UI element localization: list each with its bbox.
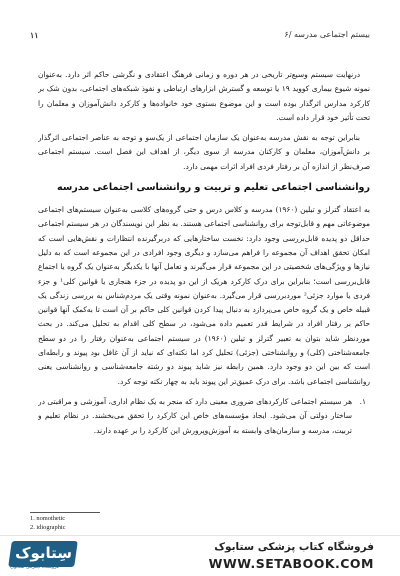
- footnote-1: 1. nomothetic: [30, 515, 66, 522]
- list-number: ۱.: [359, 396, 366, 406]
- list-item: [38, 395, 370, 438]
- setabook-logo[interactable]: [10, 541, 115, 571]
- logo-wordmark: سِتابوک: [15, 544, 72, 562]
- footnotes: [30, 515, 230, 532]
- page-body: [38, 68, 370, 508]
- footnote-2: 2. idiographic: [30, 523, 66, 531]
- page-number: ۱۱: [30, 30, 39, 40]
- running-title: ۶/ بیستم اجتماعی مدرسه: [284, 30, 370, 39]
- footer-store-title: فروشگاه کتاب پزشکی ستابوک: [214, 541, 374, 553]
- logo-subtitle: فروشگاه اینترنتی ستابوک: [10, 565, 59, 570]
- body-paragraph: بنابراین توجه به نقش مدرسه به‌عنوان یک سازمان اجتماعی از یک‌سو و توجه به عناصر اجتماعی اثرگذار بر دانش‌آموزان، معلمان و کارکنان مدرسه از سوی دیگر، از اهداف این فصل است. سیستم اجتماعی صرف‌نظر از اندازه آن بر رفتار فردی افراد اثرات مهمی دارد.: [38, 133, 370, 171]
- footnote-divider: [30, 512, 100, 513]
- body-paragraph: درنهایت سیستم وسیع‌تر تاریخی در هر دوره و زمانی فرهنگ اعتقادی و نگرشی حاکم اثر دارد. به‌عنوان نمونه شیوع بیماری کووید ۱۹ یا توسعه و گسترش ابزارهای ارتباطی و نفوذ شبکه‌های اجتماعی، بدون شک بر کارکرد مدارس اثرگذار بوده است و این موضوع بستوی خود خانواده‌ها و کارکرد دانش‌آموزان و معلمان را تحت تأثیر خود قرار داده است.: [38, 70, 370, 122]
- list-text: هر سیستم اجتماعی کارکردهای ضروری معینی دارد که منجر به یک نظام اداری، آموزشی و مراقبتی در ساختار دولتی آن می‌شود. ایجاد مؤسسه‌های خاص این کارکرد را تحقق می‌بخشند. در نظام تعلیم و تربیت، مدرسه و سازمان‌های وابسته به آموزش‌وپرورش این کارکرد را بر عهده دارند.: [38, 396, 352, 435]
- section-heading: روانشناسی اجتماعی تعلیم و تربیت و روانشناسی اجتماعی مدرسه: [57, 182, 370, 194]
- footer-website-link[interactable]: WWW.SETABOOK.COM: [208, 556, 374, 571]
- publisher-footer: [0, 535, 400, 576]
- section-paragraph: به اعتقاد گترلز و تیلین (۱۹۶۰) مدرسه و کلاس درس و حتی گروه‌های کلاسی به‌عنوان سیستم‌های اجتماعی موضوعاتی مهم و قابل‌توجه برای روانشناسی اجتماعی هستند. به نظر این نویسندگان در هر سیستم اجتماعی حداقل دو پدیده قابل‌بررسی وجود دارد: نخست ساختارهایی که دربرگیرنده انتظارات و نقش‌هایی است که امکان تحقق اهداف آن مجموعه را فراهم می‌سازد و دیگری وجود افرادی در این مجموعه است که به دلیل نیازها و ویژگی‌های شخصیتی در این مجموعه قرار می‌گیرند و تعامل آنها با یکدیگر به‌عنوان یک گروه یا اجتماع قابل‌بررسی است؛ بنابراین برای درک کارکرد هریک از این دو پدیده در جزء هنجاری یا قوانین کلی¹ و جزء فردی یا موارد جزئی² موردبررسی قرار می‌گیرد. به‌عنوان نمونه وقتی یک مردم‌شناس به بررسی زندگی یک قبیله خاص و یک گروه خاص می‌پردازد به دنبال پیدا کردن قوانین کلی حاکم بر آن است تا به‌کمک آنها قوانین حاکم بر رفتار افراد در شرایط قدر تعمیم داده می‌شود، در سطح کلی اقدام به تحلیل می‌کند. در بحث موردنظر شاید بتوان به تعبیر گترلز و تیلین (۱۹۶۰) در سیستم اجتماعی به‌عنوان رفتار را در دو سطح جامعه‌شناختی (کلی) و روانشناختی (جزئی) تحلیل کرد اما نکته‌ای که نباید از آن غافل بود پیوند و رابطه‌ای است که بین این دو وجود دارد. همین رابطه نیز شاید پیوند دو رشته جامعه‌شناسی و روانشناسی یعنی روانشناسی اجتماعی باشد. برای درک عمیق‌تر این پیوند باید به چهار نکته توجه کرد.: [38, 205, 370, 386]
- page-header: [30, 28, 370, 42]
